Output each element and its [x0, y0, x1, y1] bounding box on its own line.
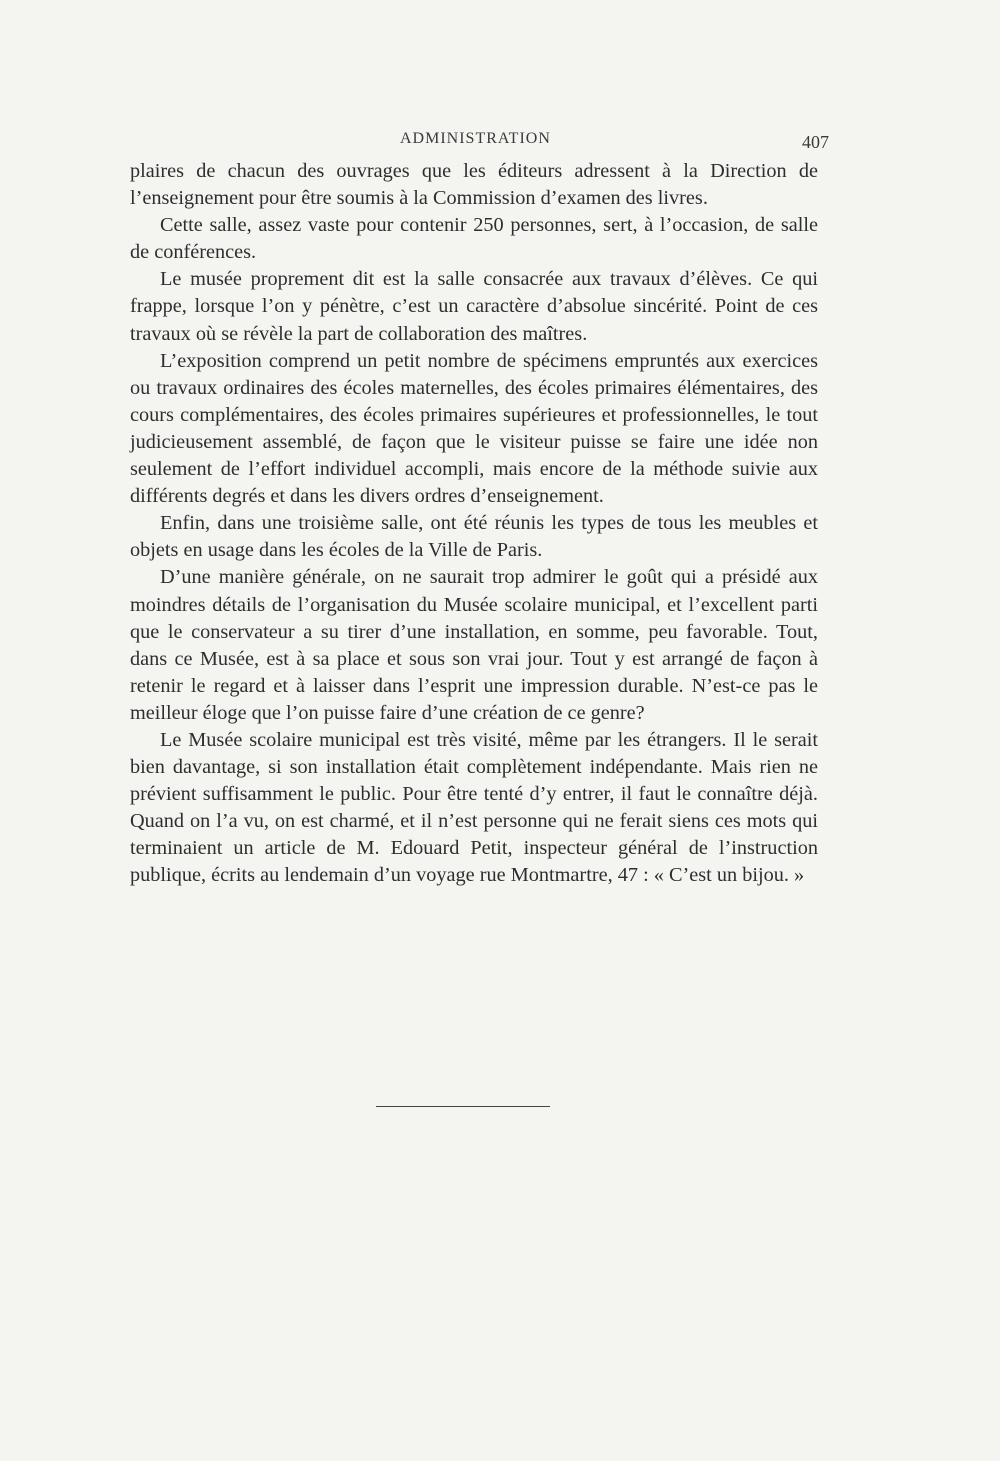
running-title: ADMINISTRATION	[400, 130, 551, 147]
paragraph: Le musée proprement dit est la salle consacrée aux travaux d’élèves. Ce qui frappe, lorsque l’on y pénètre, c’est un caractère d’absolue sincérité. Point de ces travaux où se révèle la part de collaboration des maîtres.	[130, 268, 818, 345]
paragraph: D’une manière générale, on ne saurait trop admirer le goût qui a présidé aux moindres détails de l’organisation du Musée scolaire municipal, et l’excellent parti que le conservateur a su tirer d’une installation, en somme, peu favorable. Tout, dans ce Musée, est à sa place et sous son vrai jour. Tout y est arrangé de façon à retenir le regard et à laisser dans l’esprit une impression durable. N’est-ce pas le meilleur éloge que l’on puisse faire d’une création de ce genre?	[130, 566, 818, 724]
paragraph: L’exposition comprend un petit nombre de spécimens empruntés aux exercices ou travaux ordinaires des écoles maternelles, des écoles primaires élémentaires, des cours complémentaires, des écoles primaires supérieures et professionnelles, le tout judicieusement assemblé, de façon que le visiteur puisse se faire une idée non seulement de l’effort individuel accompli, mais encore de la méthode suivie aux différents degrés et dans les divers ordres d’enseignement.	[130, 349, 818, 508]
page-number: 407	[802, 132, 829, 152]
end-rule-divider	[376, 1106, 550, 1107]
paragraph: plaires de chacun des ouvrages que les éditeurs adressent à la Direction de l’enseignement pour être soumis à la Commission d’examen des livres.	[130, 160, 818, 210]
body-text	[130, 158, 818, 890]
paragraph: Cette salle, assez vaste pour contenir 250 personnes, sert, à l’occasion, de salle de conférences.	[130, 214, 818, 264]
paragraph: Le Musée scolaire municipal est très visité, même par les étrangers. Il le serait bien davantage, si son installation était complètement indépendante. Mais rien ne prévient suffisamment le public. Pour être tenté d’y entrer, il faut le connaître déjà. Quand on l’a vu, on est charmé, et il n’est personne qui ne ferait siens ces mots qui terminaient un article de M. Edouard Petit, inspecteur général de l’instruction publique, écrits au lendemain d’un voyage rue Montmartre, 47 : « C’est un bijou. »	[130, 728, 818, 887]
paragraph: Enfin, dans une troisième salle, ont été réunis les types de tous les meubles et objets en usage dans les écoles de la Ville de Paris.	[130, 512, 818, 562]
